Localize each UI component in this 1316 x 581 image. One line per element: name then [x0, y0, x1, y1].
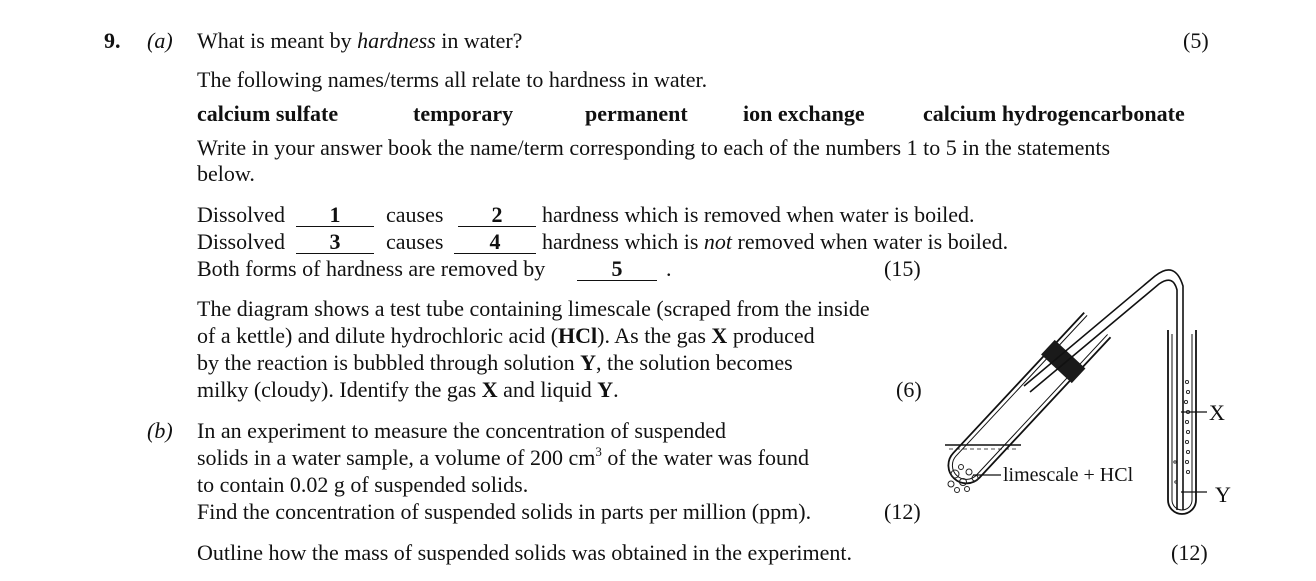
marks-b2: (12) — [1171, 540, 1208, 565]
statement-2-rest: hardness which is not removed when water is boiled. — [542, 229, 1009, 254]
label-x: X — [1209, 400, 1225, 425]
part-b-line1: In an experiment to measure the concentration of suspended — [197, 418, 727, 443]
diagram-text-line4: milky (cloudy). Identify the gas X and liquid Y. — [197, 377, 619, 402]
term-permanent: permanent — [585, 101, 688, 126]
statement-3-blank-5: 5 — [577, 256, 657, 282]
term-calcium-sulfate: calcium sulfate — [197, 101, 339, 126]
statement-2-dissolved: Dissolved — [197, 229, 285, 254]
question-number: 9. — [104, 28, 121, 53]
diagram-text-line3: by the reaction is bubbled through solution Y, the solution becomes — [197, 350, 793, 375]
part-b-outline: Outline how the mass of suspended solids was obtained in the experiment. — [197, 540, 852, 565]
statement-1-causes: causes — [386, 202, 444, 227]
instruction-line2: below. — [197, 161, 255, 186]
part-b-line3: to contain 0.02 g of suspended solids. — [197, 472, 529, 497]
part-b-label: (b) — [147, 418, 173, 443]
statement-2-causes: causes — [386, 229, 444, 254]
part-a-label: (a) — [147, 28, 173, 53]
diagram-text-line2: of a kettle) and dilute hydrochloric acid (HCl). As the gas X produced — [197, 323, 815, 348]
marks-a3: (6) — [896, 377, 922, 402]
term-ion-exchange: ion exchange — [743, 101, 865, 126]
statement-2-blank-3: 3 — [296, 229, 374, 255]
statement-2-blank-4: 4 — [454, 229, 536, 255]
terms-intro: The following names/terms all relate to hardness in water. — [197, 67, 708, 92]
label-y: Y — [1215, 482, 1231, 507]
instruction-line1: Write in your answer book the name/term corresponding to each of the numbers 1 to 5 in the statements — [197, 135, 1111, 160]
statement-3-text: Both forms of hardness are removed by — [197, 256, 546, 281]
statement-3-end: . — [666, 256, 672, 281]
diagram-text-line1: The diagram shows a test tube containing limescale (scraped from the inside — [197, 296, 870, 321]
statement-1-blank-2: 2 — [458, 202, 536, 228]
term-temporary: temporary — [413, 101, 514, 126]
gas-bubbles — [1174, 380, 1190, 483]
part-b-line2: solids in a water sample, a volume of 200 $cm^3$ of the water was found — [197, 444, 809, 470]
marks-b1: (12) — [884, 499, 921, 524]
apparatus-diagram — [935, 262, 1255, 522]
statement-1-blank-1: 1 — [296, 202, 374, 228]
marks-a2: (15) — [884, 256, 921, 281]
marks-a1: (5) — [1183, 28, 1209, 53]
statement-1-rest: hardness which is removed when water is boiled. — [542, 202, 975, 227]
question-a-line: What is meant by hardness in water? — [197, 28, 523, 53]
statement-1-dissolved: Dissolved — [197, 202, 285, 227]
label-limescale-hcl: limescale + HCl — [1003, 464, 1134, 486]
term-calcium-hydrogencarbonate: calcium hydrogencarbonate — [923, 101, 1185, 126]
part-b-line4: Find the concentration of suspended solids in parts per million (ppm). — [197, 499, 812, 524]
